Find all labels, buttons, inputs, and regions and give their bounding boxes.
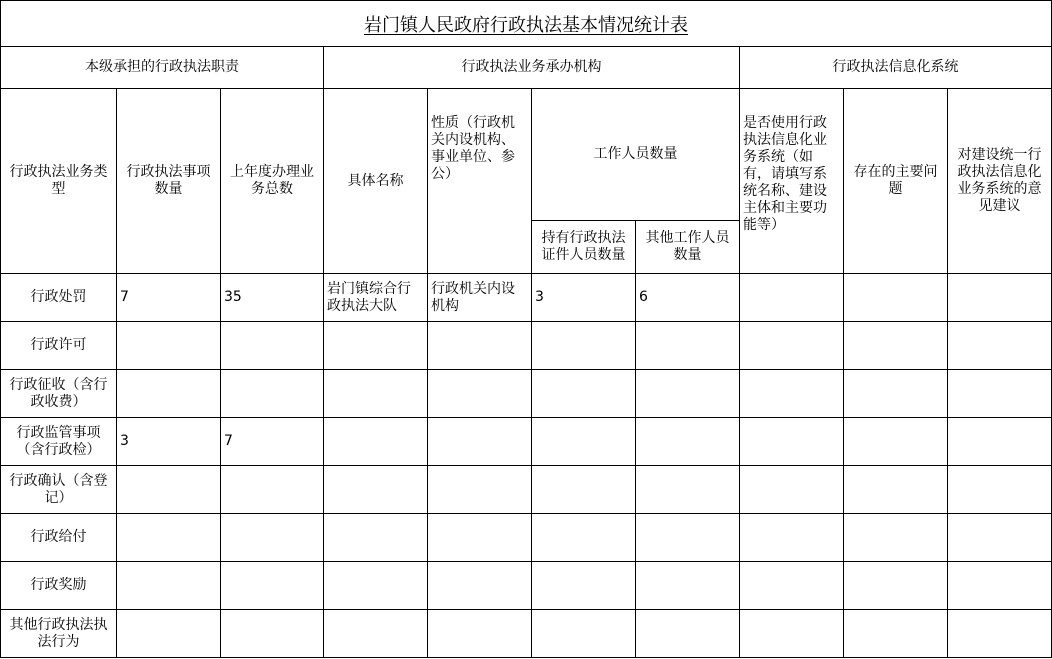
row-total[interactable]: 7 — [221, 418, 324, 466]
row-system[interactable] — [740, 610, 844, 658]
row-name[interactable] — [324, 610, 428, 658]
row-certified[interactable] — [532, 562, 636, 610]
row-item-count[interactable]: 7 — [117, 274, 221, 322]
header-last-year-total[interactable]: 上年度办理业务总数 — [221, 89, 324, 274]
row-nature[interactable] — [428, 514, 532, 562]
row-item-count[interactable] — [117, 370, 221, 418]
row-total[interactable] — [221, 322, 324, 370]
row-problems[interactable] — [844, 418, 948, 466]
header-type[interactable]: 行政执法业务类型 — [1, 89, 117, 274]
row-name[interactable] — [324, 514, 428, 562]
table-title — [0, 0, 1052, 46]
row-system[interactable] — [740, 274, 844, 322]
row-certified[interactable] — [532, 370, 636, 418]
row-others[interactable] — [636, 418, 740, 466]
table-title-text: 岩门镇人民政府行政执法基本情况统计表 — [364, 14, 688, 36]
group-header-system[interactable]: 行政执法信息化系统 — [740, 47, 1052, 89]
row-others[interactable] — [636, 466, 740, 514]
header-name[interactable]: 具体名称 — [324, 89, 428, 274]
row-others[interactable] — [636, 562, 740, 610]
row-problems[interactable] — [844, 466, 948, 514]
row-system[interactable] — [740, 466, 844, 514]
row-certified[interactable] — [532, 610, 636, 658]
row-certified[interactable]: 3 — [532, 274, 636, 322]
row-system[interactable] — [740, 322, 844, 370]
row-certified[interactable] — [532, 418, 636, 466]
row-item-count[interactable] — [117, 610, 221, 658]
row-others[interactable] — [636, 322, 740, 370]
header-problems[interactable]: 存在的主要问题 — [844, 89, 948, 274]
row-type[interactable]: 行政监管事项（含行政检） — [1, 418, 117, 466]
row-type[interactable]: 行政处罚 — [1, 274, 117, 322]
row-problems[interactable] — [844, 370, 948, 418]
row-suggestions[interactable] — [948, 562, 1052, 610]
row-type[interactable]: 其他行政执法执法行为 — [1, 610, 117, 658]
row-others[interactable] — [636, 514, 740, 562]
row-nature[interactable] — [428, 418, 532, 466]
header-certified[interactable]: 持有行政执法证件人员数量 — [532, 221, 636, 274]
row-suggestions[interactable] — [948, 514, 1052, 562]
header-staff[interactable]: 工作人员数量 — [532, 89, 740, 221]
row-certified[interactable] — [532, 322, 636, 370]
row-nature[interactable] — [428, 370, 532, 418]
row-item-count[interactable] — [117, 514, 221, 562]
row-total[interactable] — [221, 514, 324, 562]
row-nature[interactable] — [428, 562, 532, 610]
row-problems[interactable] — [844, 562, 948, 610]
row-nature[interactable] — [428, 610, 532, 658]
row-total[interactable]: 35 — [221, 274, 324, 322]
row-item-count[interactable] — [117, 466, 221, 514]
row-suggestions[interactable] — [948, 322, 1052, 370]
row-name[interactable]: 岩门镇综合行政执法大队 — [324, 274, 428, 322]
row-problems[interactable] — [844, 322, 948, 370]
row-type[interactable]: 行政确认（含登记） — [1, 466, 117, 514]
row-name[interactable] — [324, 466, 428, 514]
header-nature[interactable]: 性质（行政机关内设机构、事业单位、参公） — [428, 89, 532, 274]
row-others[interactable] — [636, 610, 740, 658]
header-system-use[interactable]: 是否使用行政执法信息化业务系统（如有，请填写系统名称、建设主体和主要功能等） — [740, 89, 844, 274]
header-others[interactable]: 其他工作人员数量 — [636, 221, 740, 274]
row-suggestions[interactable] — [948, 610, 1052, 658]
row-nature[interactable] — [428, 466, 532, 514]
row-nature[interactable] — [428, 322, 532, 370]
row-problems[interactable] — [844, 274, 948, 322]
row-item-count[interactable] — [117, 562, 221, 610]
row-item-count[interactable]: 3 — [117, 418, 221, 466]
header-suggestions[interactable]: 对建设统一行政执法信息化业务系统的意见建议 — [948, 89, 1052, 274]
row-system[interactable] — [740, 370, 844, 418]
row-name[interactable] — [324, 322, 428, 370]
row-others[interactable]: 6 — [636, 274, 740, 322]
row-name[interactable] — [324, 418, 428, 466]
row-type[interactable]: 行政征收（含行政收费） — [1, 370, 117, 418]
row-total[interactable] — [221, 610, 324, 658]
row-nature[interactable]: 行政机关内设机构 — [428, 274, 532, 322]
row-suggestions[interactable] — [948, 274, 1052, 322]
row-type[interactable]: 行政许可 — [1, 322, 117, 370]
row-suggestions[interactable] — [948, 370, 1052, 418]
row-total[interactable] — [221, 562, 324, 610]
row-item-count[interactable] — [117, 322, 221, 370]
row-suggestions[interactable] — [948, 418, 1052, 466]
row-system[interactable] — [740, 514, 844, 562]
row-system[interactable] — [740, 562, 844, 610]
row-certified[interactable] — [532, 514, 636, 562]
row-problems[interactable] — [844, 610, 948, 658]
row-total[interactable] — [221, 466, 324, 514]
statistics-table — [0, 46, 1052, 658]
row-total[interactable] — [221, 370, 324, 418]
row-name[interactable] — [324, 370, 428, 418]
row-certified[interactable] — [532, 466, 636, 514]
row-name[interactable] — [324, 562, 428, 610]
row-system[interactable] — [740, 418, 844, 466]
group-header-agency[interactable]: 行政执法业务承办机构 — [324, 47, 740, 89]
group-header-duty[interactable]: 本级承担的行政执法职责 — [1, 47, 324, 89]
row-problems[interactable] — [844, 514, 948, 562]
header-item-count[interactable]: 行政执法事项数量 — [117, 89, 221, 274]
row-type[interactable]: 行政奖励 — [1, 562, 117, 610]
row-type[interactable]: 行政给付 — [1, 514, 117, 562]
row-others[interactable] — [636, 370, 740, 418]
row-suggestions[interactable] — [948, 466, 1052, 514]
